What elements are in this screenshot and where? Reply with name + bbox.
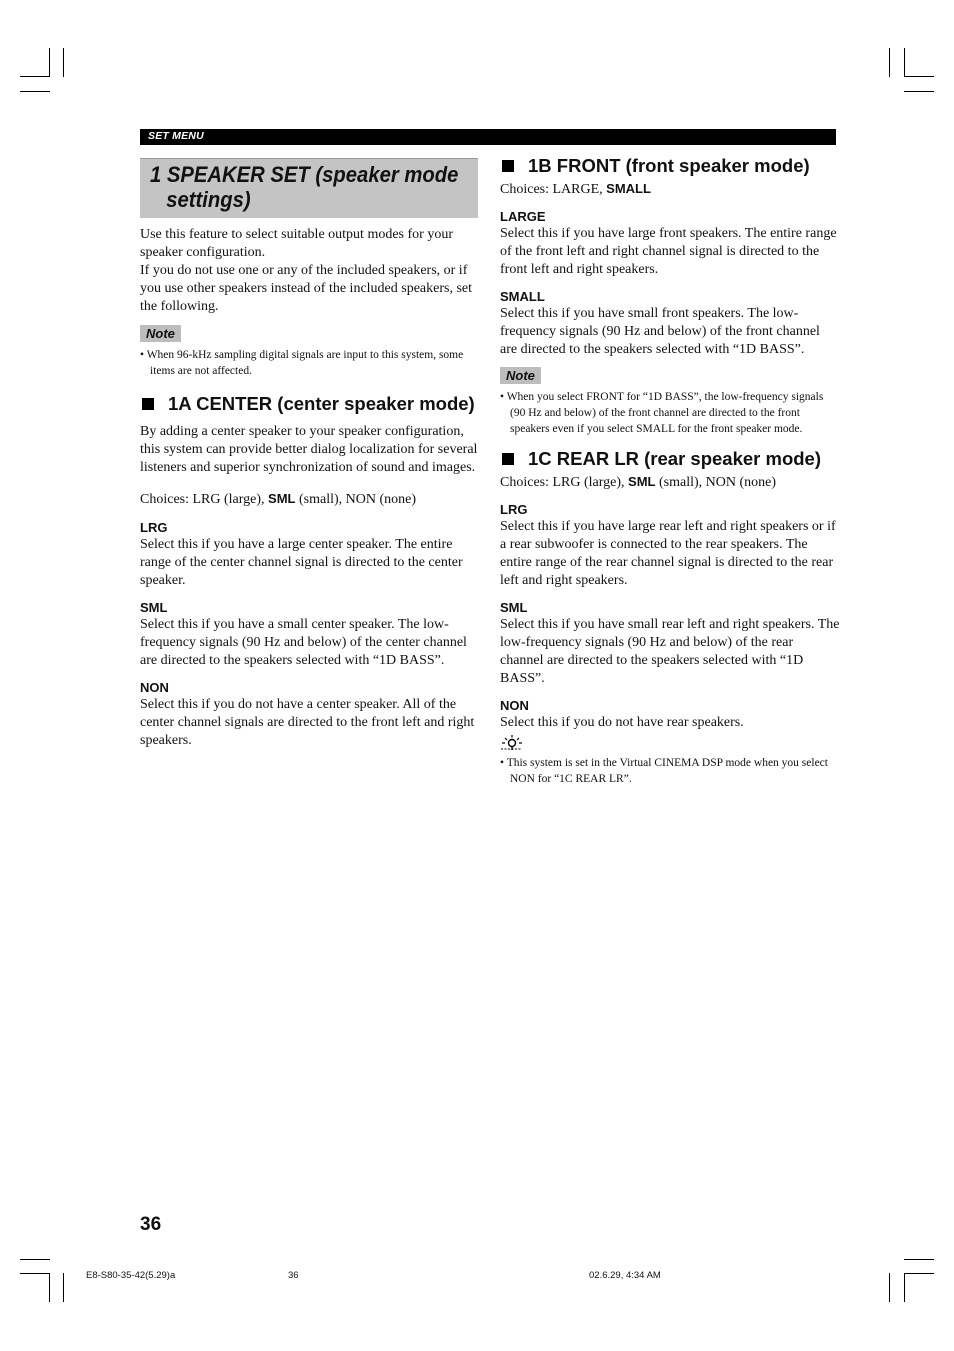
note-label: Note xyxy=(500,367,541,384)
page-title-box xyxy=(140,158,478,218)
crop-mark xyxy=(20,1259,50,1260)
footer-right: 02.6.29, 4:34 AM xyxy=(589,1270,661,1281)
crop-mark xyxy=(49,48,50,77)
option-text-large: Select this if you have large front speakers. The entire range of the front left and right channel signal is directed to the front left and right speakers. xyxy=(500,226,837,277)
note-label: Note xyxy=(140,325,181,342)
section-heading-1c-text: 1C REAR LR (rear speaker mode) xyxy=(528,448,822,469)
option-label-small: SMALL xyxy=(500,289,545,304)
choices-default: SMALL xyxy=(606,181,651,196)
option-label-sml: SML xyxy=(140,600,168,615)
option-label-lrg: LRG xyxy=(500,502,528,517)
choices-default: SML xyxy=(628,474,656,489)
square-bullet-icon xyxy=(502,453,514,465)
choices-suffix: (small), NON (none) xyxy=(655,475,777,490)
section-1a-choices xyxy=(140,490,478,509)
choices-default: SML xyxy=(268,491,296,506)
option-text-lrg: Select this if you have a large center speaker. The entire range of the center channel signal is directed to the center speaker. xyxy=(140,537,463,588)
page-number: 36 xyxy=(140,1214,162,1235)
footer-left: E8-S80-35-42(5.29)a xyxy=(86,1270,176,1281)
square-bullet-icon xyxy=(502,160,514,172)
choices-prefix: Choices: LARGE, xyxy=(500,182,607,197)
option-text-sml: Select this if you have small rear left and right speakers. The low-frequency signals (90 Hz and below) of the rear channel are directed to the speakers selected with “1D BASS”. xyxy=(500,617,840,686)
crop-mark xyxy=(904,1273,905,1302)
footer-center: 36 xyxy=(288,1270,299,1281)
crop-mark xyxy=(904,76,934,77)
intro-paragraph-1: Use this feature to select suitable output modes for your speaker configuration. xyxy=(140,227,453,260)
crop-mark xyxy=(904,1259,934,1260)
crop-mark xyxy=(889,48,890,77)
crop-mark xyxy=(889,1273,890,1302)
intro-paragraph-2: If you do not use one or any of the included speakers, or if you use other speakers instead of the included speakers, set the following. xyxy=(140,263,473,314)
section-heading-1b-text: 1B FRONT (front speaker mode) xyxy=(528,155,810,176)
option-text-small: Select this if you have small front speakers. The low-frequency signals (90 Hz and below) of the front channel are directed to the speakers selected with “1D BASS”. xyxy=(500,306,820,357)
option-label-non: NON xyxy=(140,680,169,695)
square-bullet-icon xyxy=(142,398,154,410)
section-heading-1c xyxy=(500,448,840,469)
left-column xyxy=(140,158,478,750)
note-text: • When 96-kHz sampling digital signals are input to this system, some items are not affected. xyxy=(140,349,464,377)
option-text-non: Select this if you do not have rear speakers. xyxy=(500,715,744,730)
crop-mark xyxy=(904,91,934,92)
option-label-large: LARGE xyxy=(500,209,546,224)
page-title-line1: 1 SPEAKER SET (speaker mode xyxy=(150,162,459,187)
page-title-line2: settings) xyxy=(166,187,251,212)
choices-suffix: (small), NON (none) xyxy=(295,492,417,507)
section-1c-choices xyxy=(500,473,840,492)
section-1a-body: By adding a center speaker to your speaker configuration, this system can provide better dialog localization for several listeners and superior synchronization of sound and images. xyxy=(140,424,478,475)
crop-mark xyxy=(63,48,64,77)
tip-text: • This system is set in the Virtual CINEMA DSP mode when you select NON for “1C REAR LR”. xyxy=(500,757,828,785)
crop-mark xyxy=(49,1273,50,1302)
lightbulb-tip-icon xyxy=(500,734,524,752)
section-header-bar xyxy=(140,129,836,145)
section-heading-1a xyxy=(140,393,478,414)
section-heading-1b xyxy=(500,155,840,176)
crop-mark xyxy=(63,1273,64,1302)
choices-prefix: Choices: LRG (large), xyxy=(500,475,629,490)
option-text-lrg: Select this if you have large rear left and right speakers or if a rear subwoofer is connected to the rear speakers. The entire range of the rear channel signal is directed to the rear left and right speakers. xyxy=(500,519,836,588)
section-1b-choices xyxy=(500,180,840,199)
crop-mark xyxy=(904,1273,934,1274)
crop-mark xyxy=(904,48,905,77)
crop-mark xyxy=(20,1273,50,1274)
choices-prefix: Choices: LRG (large), xyxy=(140,492,269,507)
option-text-sml: Select this if you have a small center speaker. The low-frequency signals (90 Hz and below) of the center channel are directed to the speakers selected with “1D BASS”. xyxy=(140,617,467,668)
option-text-non: Select this if you do not have a center speaker. All of the center channel signals are directed to the front left and right speakers. xyxy=(140,697,475,748)
section-header-label: SET MENU xyxy=(148,130,204,142)
option-label-non: NON xyxy=(500,698,529,713)
crop-mark xyxy=(20,91,50,92)
crop-mark xyxy=(20,76,50,77)
section-heading-1a-text: 1A CENTER (center speaker mode) xyxy=(168,393,475,414)
option-label-sml: SML xyxy=(500,600,528,615)
note-text: • When you select FRONT for “1D BASS”, the low-frequency signals (90 Hz and below) of the front channel are directed to the front speakers even if you select SMALL for the front speaker mode. xyxy=(500,391,824,435)
right-column xyxy=(500,155,840,787)
option-label-lrg: LRG xyxy=(140,520,168,535)
